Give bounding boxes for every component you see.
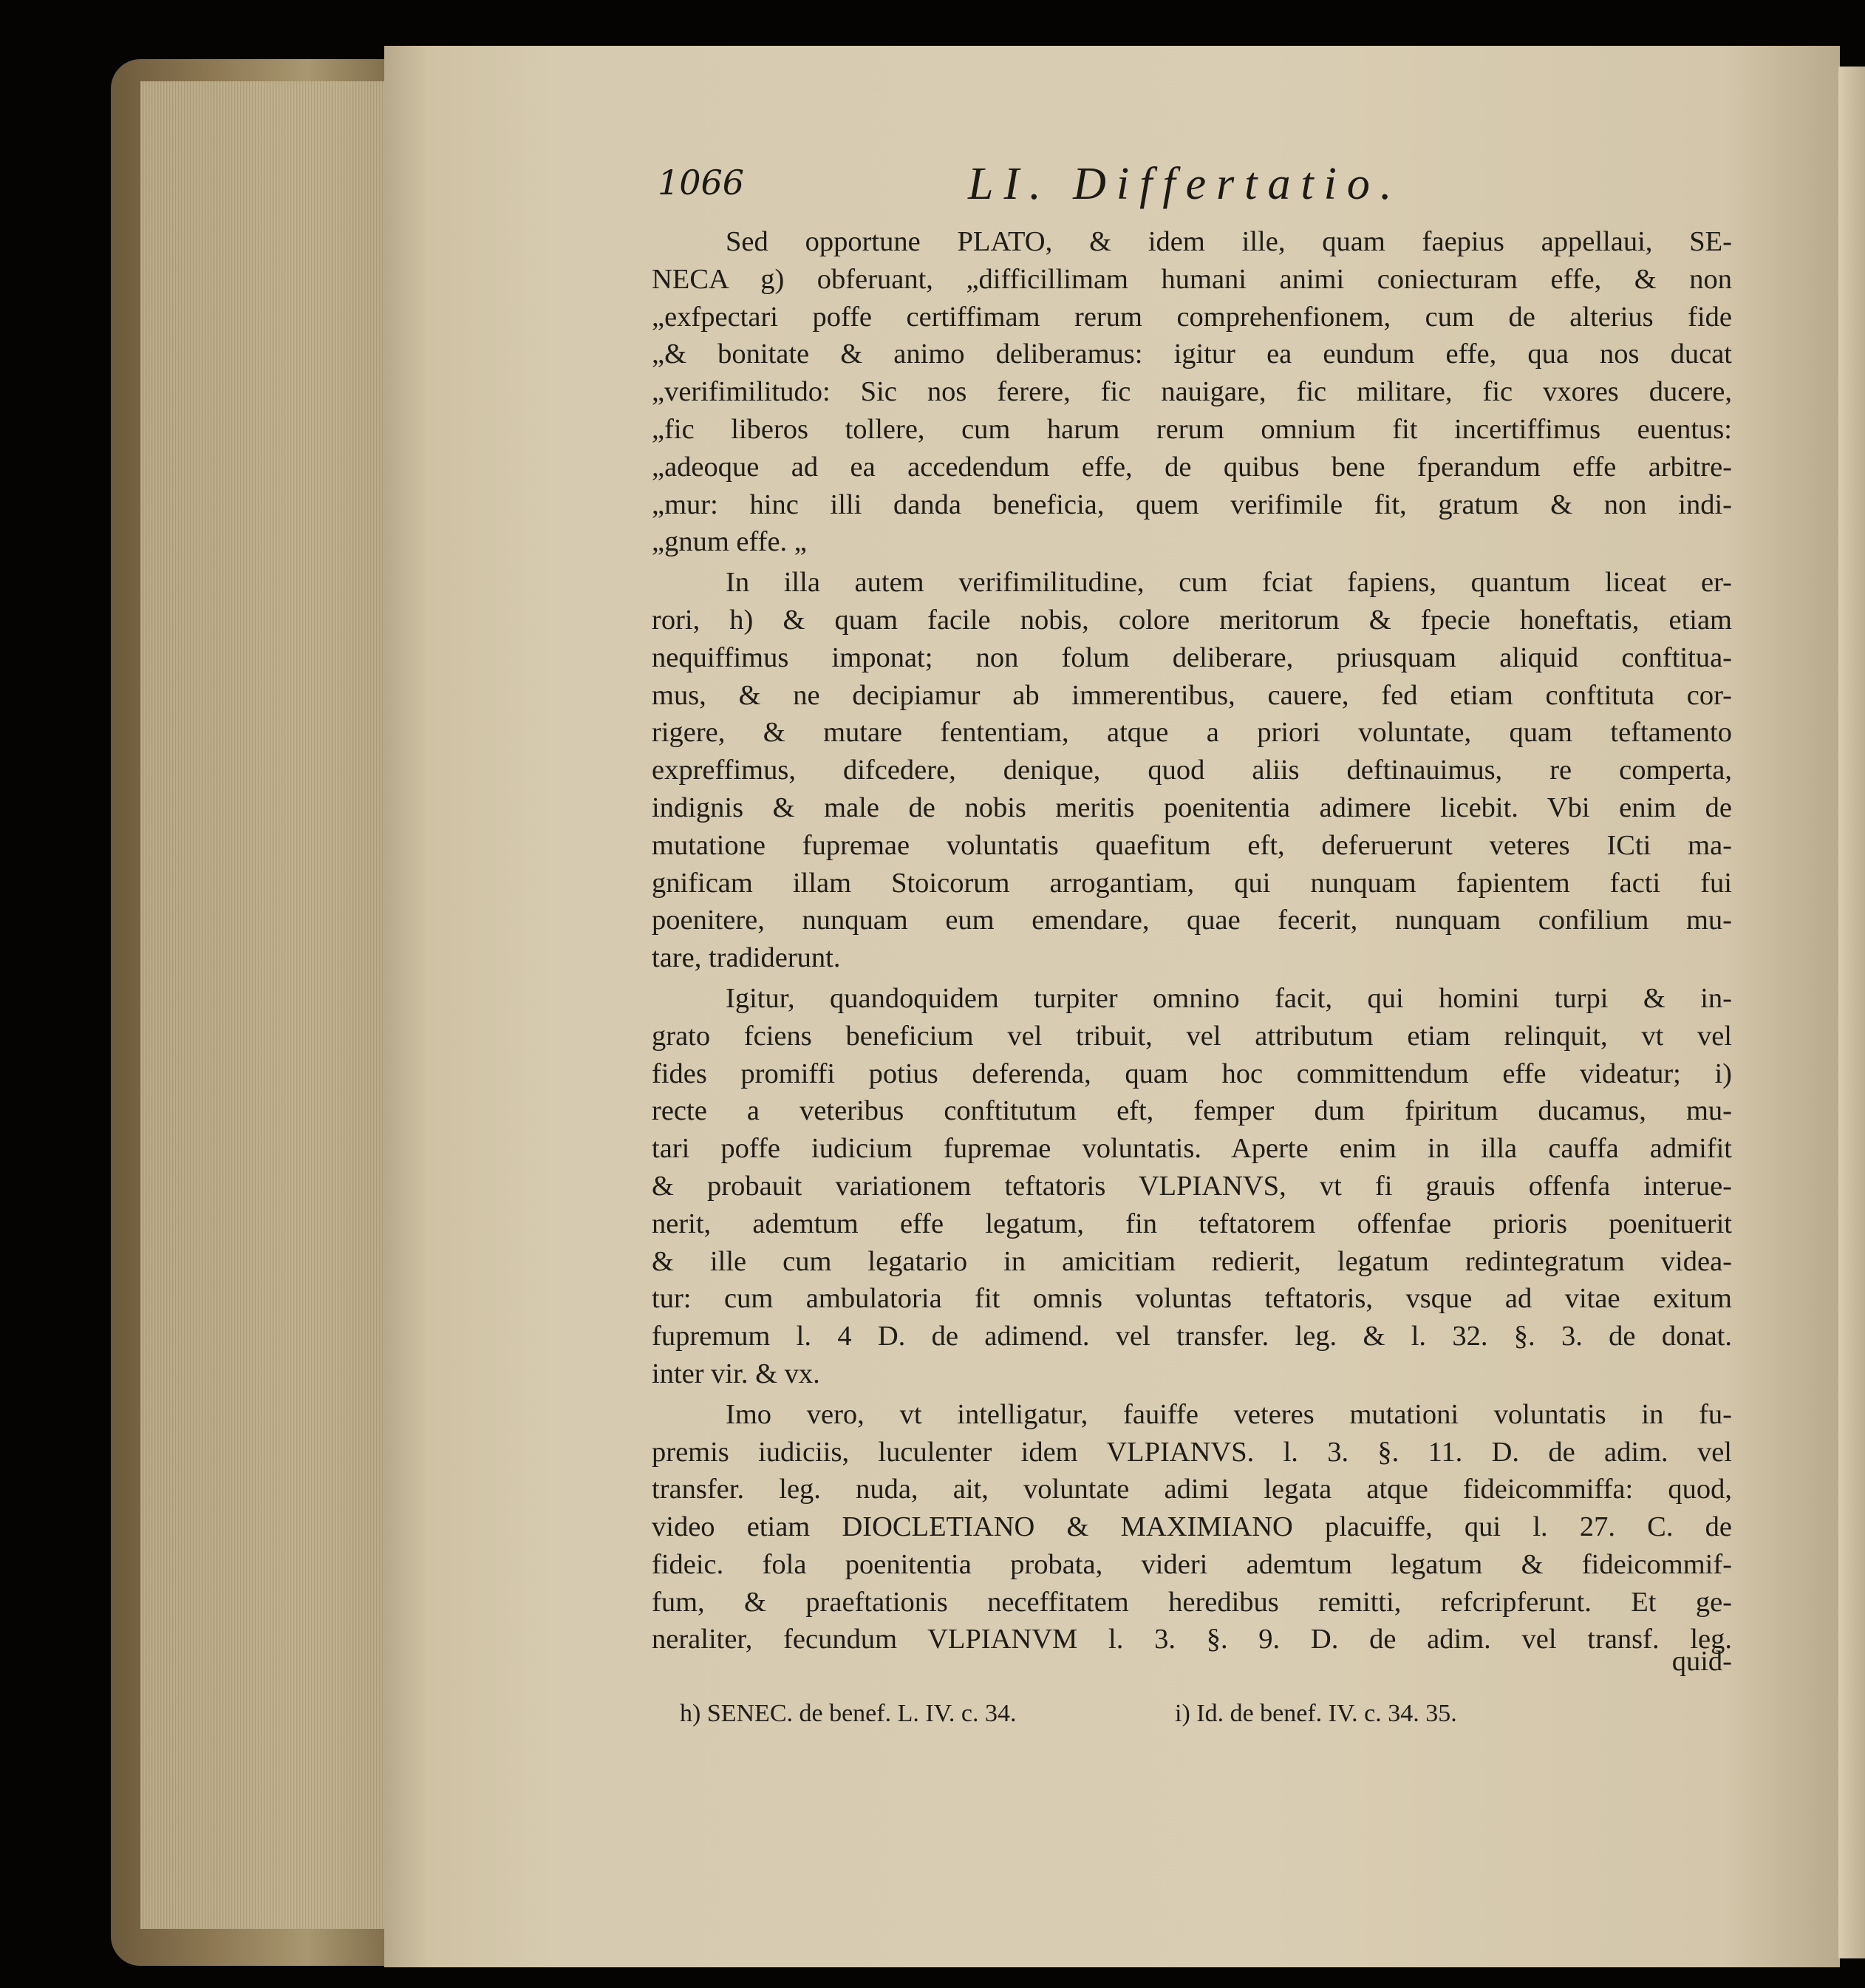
text-line: mus, & ne decipiamur ab immerentibus, cauere, fed etiam conftituta cor- xyxy=(652,679,1732,711)
text-line: gnificam illam Stoicorum arrogantiam, qui nunquam fapientem facti fui xyxy=(652,867,1732,899)
text-line: premis iudiciis, luculenter idem VLPIANVS. l. 3. §. 11. D. de adim. vel xyxy=(652,1436,1732,1468)
text-line: & ille cum legatario in amicitiam redierit, legatum redintegratum videa- xyxy=(652,1245,1732,1277)
text-line: rigere, & mutare fententiam, atque a priori voluntate, quam teftamento xyxy=(652,717,1732,749)
text-line: fides promiffi potius deferenda, quam hoc committendum effe videatur; i) xyxy=(652,1058,1732,1089)
text-line: Imo vero, vt intelligatur, fauiffe veteres mutationi voluntatis in fu- xyxy=(726,1398,1732,1430)
text-line: transfer. leg. nuda, ait, voluntate adimi legata atque fideicommiffa: quod, xyxy=(652,1474,1732,1505)
footnotes xyxy=(680,1700,1714,1744)
text-line: tare, tradiderunt. xyxy=(652,942,841,974)
text-line: mutatione fupremae voluntatis quaefitum eft, deferuerunt veteres ICti ma- xyxy=(652,829,1732,861)
page-header xyxy=(658,159,1766,222)
text-line: poenitere, nunquam eum emendare, quae fecerit, nunquam confilium mu- xyxy=(652,905,1732,936)
body-text xyxy=(652,223,1732,1658)
text-line: NECA g) obferuant, „difficillimam humani animi coniecturam effe, & non xyxy=(652,263,1732,295)
page-edges xyxy=(140,81,392,1929)
catchword: quid- xyxy=(1671,1646,1732,1677)
running-head: LI. Differtatio. xyxy=(968,159,1402,209)
text-line: expreffimus, difcedere, denique, quod aliis deftinauimus, re comperta, xyxy=(652,755,1732,786)
text-line: Igitur, quandoquidem turpiter omnino facit, qui homini turpi & in- xyxy=(726,982,1732,1014)
text-line: „mur: hinc illi danda beneficia, quem verifimile fit, gratum & non indi- xyxy=(652,489,1732,520)
text-line: indignis & male de nobis meritis poenitentia adimere licebit. Vbi enim de xyxy=(652,792,1732,823)
text-line: tur: cum ambulatoria fit omnis voluntas teftatoris, vsque ad vitae exitum xyxy=(652,1283,1732,1315)
text-line: fupremum l. 4 D. de adimend. vel transfer. leg. & l. 32. §. 3. de donat. xyxy=(652,1321,1732,1352)
text-line: video etiam DIOCLETIANO & MAXIMIANO placuiffe, qui l. 27. C. de xyxy=(652,1511,1732,1543)
text-line: recte a veteribus conftitutum eft, femper dum fpiritum ducamus, mu- xyxy=(652,1095,1732,1127)
text-line: „verifimilitudo: Sic nos ferere, fic nauigare, fic militare, fic vxores ducere, xyxy=(652,376,1732,408)
text-line: rori, h) & quam facile nobis, colore meritorum & fpecie honeftatis, etiam xyxy=(652,604,1732,636)
text-line: nerit, ademtum effe legatum, fin teftatorem offenfae prioris poenituerit xyxy=(652,1208,1732,1239)
text-line: In illa autem verifimilitudine, cum fciat fapiens, quantum liceat er- xyxy=(726,567,1732,599)
page-number: 1066 xyxy=(658,163,745,202)
facing-page-edge xyxy=(1838,67,1865,1958)
text-line: & probauit variationem teftatoris VLPIANVS, vt fi grauis offenfa interue- xyxy=(652,1170,1732,1202)
text-line: Sed opportune PLATO, & idem ille, quam faepius appellaui, SE- xyxy=(726,226,1732,257)
footnote-i: i) Id. de benef. IV. c. 34. 35. xyxy=(1175,1700,1457,1727)
text-line: „gnum effe. „ xyxy=(652,526,807,558)
footnote-divider xyxy=(652,1694,1732,1695)
text-line: „adeoque ad ea accedendum effe, de quibus bene fperandum effe arbitre- xyxy=(652,451,1732,483)
text-line: grato fciens beneficium vel tribuit, vel attributum etiam relinquit, vt vel xyxy=(652,1020,1732,1052)
footnote-h: h) SENEC. de benef. L. IV. c. 34. xyxy=(680,1700,1017,1727)
text-line: tari poffe iudicium fupremae voluntatis. Aperte enim in illa cauffa admifit xyxy=(652,1133,1732,1165)
text-line: neraliter, fecundum VLPIANVM l. 3. §. 9. D. de adim. vel transf. leg. xyxy=(652,1624,1732,1655)
text-line: nequiffimus imponat; non folum deliberare, priusquam aliquid conftitua- xyxy=(652,641,1732,673)
text-line: „exfpectari poffe certiffimam rerum comprehenfionem, cum de alterius fide xyxy=(652,301,1732,333)
text-line: „fic liberos tollere, cum harum rerum omnium fit incertiffimus euentus: xyxy=(652,413,1732,445)
text-line: fum, & praeftationis neceffitatem heredibus remitti, refcripferunt. Et ge- xyxy=(652,1586,1732,1618)
text-line: „& bonitate & animo deliberamus: igitur ea eundum effe, qua nos ducat xyxy=(652,338,1732,370)
text-line: fideic. fola poenitentia probata, videri ademtum legatum & fideicommif- xyxy=(652,1548,1732,1580)
text-line: inter vir. & vx. xyxy=(652,1358,820,1389)
